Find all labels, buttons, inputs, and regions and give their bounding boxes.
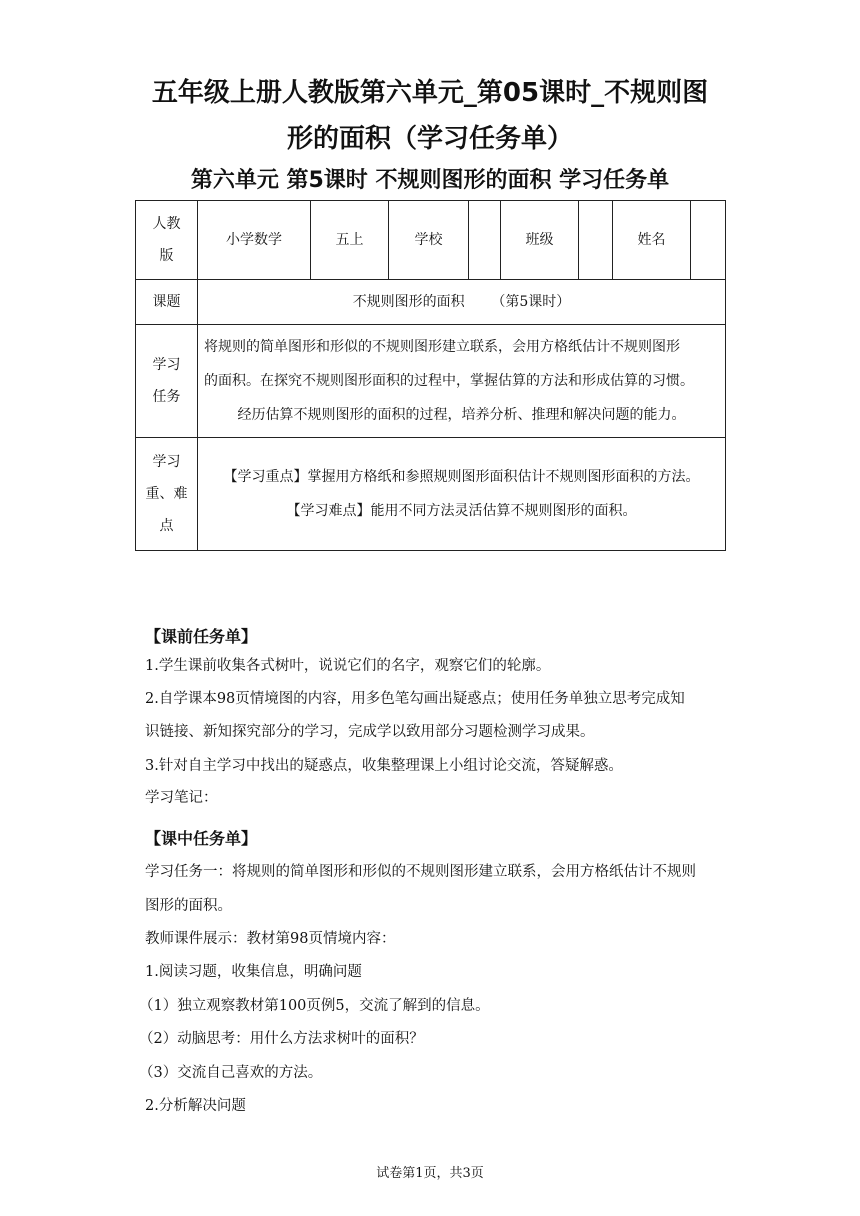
key-content-cell	[198, 438, 726, 551]
key-label: 学习重、难点	[145, 454, 188, 534]
study-notes-label: 学习笔记：	[145, 790, 218, 806]
task-label: 学习任务	[152, 357, 181, 405]
pre-class-item: 3.针对自主学习中找出的疑惑点，收集整理课上小组讨论交流，答疑解惑。	[145, 758, 623, 774]
in-class-item: 2.分析解决问题	[145, 1098, 246, 1114]
pre-class-item: 1.学生课前收集各式树叶，说说它们的名字，观察它们的轮廓。	[145, 658, 551, 674]
in-class-item: （3）交流自己喜欢的方法。	[139, 1065, 323, 1081]
school-value-cell[interactable]	[469, 201, 501, 280]
key-point-line: 【学习重点】掌握用方格纸和参照规则图形面积估计不规则图形面积的方法。	[223, 469, 700, 485]
in-class-item: 学习任务一：将规则的简单图形和形似的不规则图形建立联系，会用方格纸估计不规则	[145, 864, 696, 880]
pre-class-section	[145, 626, 725, 818]
task-label-cell	[136, 325, 198, 438]
edition-label: 人教版	[152, 216, 181, 264]
table-row	[136, 325, 726, 438]
name-value-cell[interactable]	[691, 201, 726, 280]
task-line-1: 将规则的简单图形和形似的不规则图形建立联系，会用方格纸估计不规则图形	[204, 339, 680, 355]
table-row	[136, 438, 726, 551]
document-title-line-1: 五年级上册人教版第六单元_第05课时_不规则图	[151, 78, 709, 108]
task-line-3: 经历估算不规则图形的面积的过程，培养分析、推理和解决问题的能力。	[237, 407, 686, 423]
grade-cell: 五上	[311, 201, 389, 280]
table-row	[136, 201, 726, 280]
class-value-cell[interactable]	[579, 201, 613, 280]
task-content-cell	[198, 325, 726, 438]
school-label-cell: 学校	[389, 201, 469, 280]
key-label-cell	[136, 438, 198, 551]
document-subtitle: 第六单元 第5课时 不规则图形的面积 学习任务单	[190, 168, 670, 193]
page-footer: 试卷第1页，共3页	[376, 1166, 484, 1181]
in-class-item: （2）动脑思考：用什么方法求树叶的面积？	[139, 1031, 424, 1047]
in-class-section	[139, 828, 725, 1126]
class-label-cell: 班级	[501, 201, 579, 280]
in-class-item: 1.阅读习题，收集信息，明确问题	[145, 964, 362, 980]
in-class-item: 图形的面积。	[145, 898, 232, 914]
pre-class-item: 识链接、新知探究部分的学习，完成学以致用部分习题检测学习成果。	[145, 724, 595, 740]
edition-cell	[136, 201, 198, 280]
in-class-item: （1）独立观察教材第100页例5，交流了解到的信息。	[139, 998, 490, 1014]
document-title-line-2: 形的面积（学习任务单）	[286, 124, 573, 154]
lesson-info-table	[135, 200, 726, 551]
topic-label-cell: 课题	[136, 280, 198, 325]
pre-class-heading: 【课前任务单】	[145, 627, 258, 646]
subject-cell: 小学数学	[198, 201, 311, 280]
in-class-heading: 【课中任务单】	[145, 829, 258, 848]
pre-class-item: 2.自学课本98页情境图的内容，用多色笔勾画出疑惑点；使用任务单独立思考完成知	[145, 691, 685, 707]
topic-value-cell	[198, 280, 726, 325]
in-class-item: 教师课件展示：教材第98页情境内容：	[145, 931, 396, 947]
name-label-cell: 姓名	[613, 201, 691, 280]
topic-value: 不规则图形的面积 （第5课时）	[352, 294, 571, 310]
table-row	[136, 280, 726, 325]
task-line-2: 的面积。在探究不规则图形面积的过程中，掌握估算的方法和形成估算的习惯。	[204, 373, 694, 389]
difficulty-line: 【学习难点】能用不同方法灵活估算不规则图形的面积。	[286, 503, 637, 519]
